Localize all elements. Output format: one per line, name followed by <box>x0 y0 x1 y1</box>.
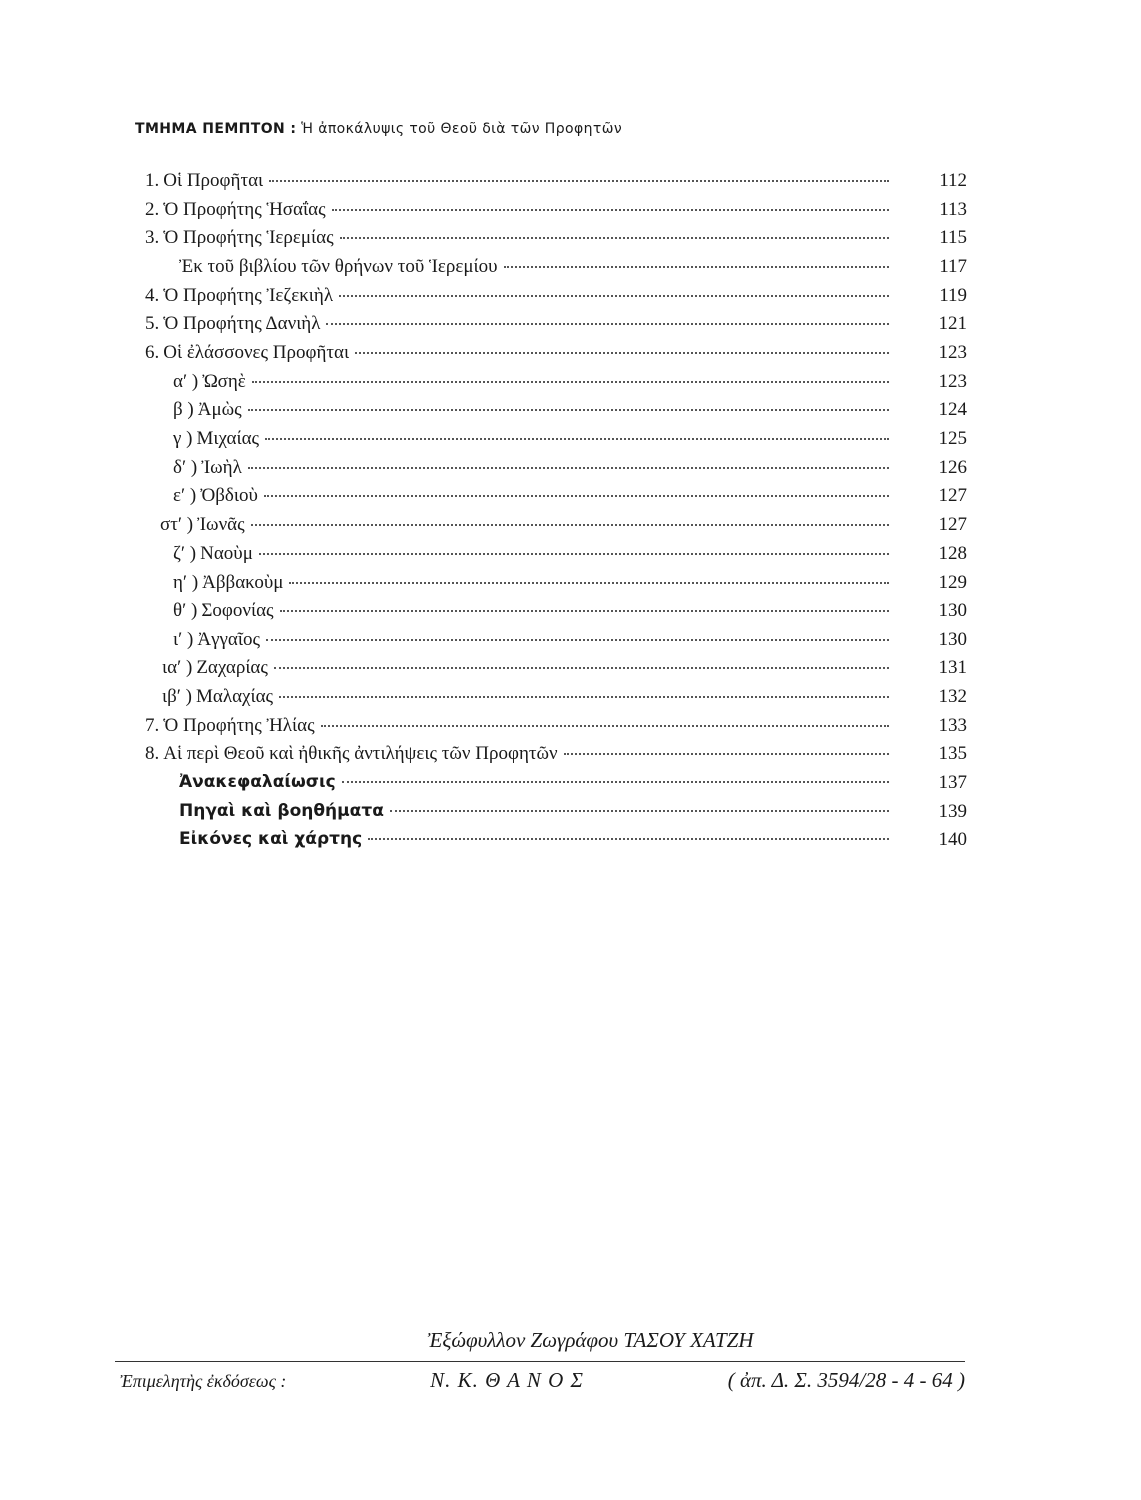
toc-entry-number: 4. <box>145 285 160 306</box>
toc-entry <box>145 199 895 227</box>
toc-entry-number: 7. <box>145 715 160 736</box>
toc-entry <box>173 485 895 513</box>
toc-entry-number: 2. <box>145 199 160 220</box>
toc-entry-page: 123 <box>938 371 967 392</box>
toc-entry-number: β ) <box>173 399 194 420</box>
toc-entry-page: 127 <box>938 514 967 535</box>
toc-entry-title: Ὁ Προφήτης Δανιὴλ <box>163 313 321 334</box>
toc-entry-page: 125 <box>938 428 967 449</box>
toc-entry <box>173 371 895 399</box>
toc-entry-title: Ζαχαρίας <box>196 657 268 678</box>
toc-entry <box>173 543 895 571</box>
toc-entry <box>173 428 895 456</box>
toc-entry-number: ε′ ) <box>173 485 197 506</box>
toc-entry-number: 5. <box>145 313 160 334</box>
toc-entry-title: Ὁ Προφήτης Ἱερεμίας <box>163 227 334 248</box>
toc-entry <box>145 342 895 370</box>
toc-entry-title: Πηγαὶ καὶ βοηθήματα <box>179 801 384 821</box>
toc-entry-number: α′ ) <box>173 371 199 392</box>
toc-entry <box>145 227 895 255</box>
toc-entry-page: 129 <box>938 572 967 593</box>
toc-entry-title: Ἀββακοὺμ <box>202 572 284 593</box>
toc-entry-page: 128 <box>938 543 967 564</box>
toc-entry-title: Οἱ Προφῆται <box>163 170 264 191</box>
toc-entry-number: στ′ ) <box>160 514 194 535</box>
toc-entry-title: Ναοὺμ <box>200 543 253 564</box>
dot-leader <box>342 781 889 783</box>
toc-entry <box>173 457 895 485</box>
section-header <box>135 121 622 137</box>
toc-entry <box>145 170 895 198</box>
toc-entry-number: ια′ ) <box>162 657 193 678</box>
toc-entry-number: ιβ′ ) <box>162 686 193 707</box>
toc-entry-title: Ἀμὼς <box>197 399 242 420</box>
toc-entry <box>162 657 895 685</box>
section-label: ΤΜΗΜΑ ΠΕΜΠΤΟΝ : <box>135 121 297 137</box>
toc-entry <box>175 801 895 829</box>
toc-entry-page: 139 <box>938 801 967 822</box>
dot-leader <box>340 237 889 239</box>
toc-entry-title: Αἱ περὶ Θεοῦ καὶ ἠθικῆς ἀντιλήψεις τῶν Προφητῶν <box>163 743 558 764</box>
toc-entry <box>173 600 895 628</box>
toc-entry <box>173 629 895 657</box>
toc-entry-title: Σοφονίας <box>201 600 274 621</box>
toc-entry-page: 131 <box>938 657 967 678</box>
toc-entry-page: 117 <box>939 256 967 277</box>
toc-entry-number: 1. <box>145 170 160 191</box>
toc-entry <box>145 313 895 341</box>
toc-entry-page: 126 <box>938 457 967 478</box>
toc-entry-number: θ′ ) <box>173 600 198 621</box>
toc-entry <box>173 572 895 600</box>
dot-leader <box>259 553 889 555</box>
dot-leader <box>248 467 889 469</box>
toc-entry <box>145 715 895 743</box>
dot-leader <box>390 810 889 812</box>
toc-entry-title: Εἰκόνες καὶ χάρτης <box>179 829 363 849</box>
toc-entry-page: 119 <box>939 285 967 306</box>
dot-leader <box>269 180 889 182</box>
dot-leader <box>326 323 889 325</box>
toc-entry-number: 6. <box>145 342 160 363</box>
toc-entry-page: 113 <box>939 199 967 220</box>
toc-entry-title: Ἀγγαῖος <box>197 629 260 650</box>
toc-entry-title: Μιχαίας <box>196 428 260 449</box>
toc-entry-page: 112 <box>939 170 967 191</box>
toc-entry-number: η′ ) <box>173 572 199 593</box>
toc-entry <box>160 514 895 542</box>
toc-entry-number: ζ′ ) <box>173 543 197 564</box>
toc-entry-title: Ὁ Προφήτης Ἰεζεκιὴλ <box>163 285 334 306</box>
toc-entry-page: 140 <box>938 829 967 850</box>
toc-entry-title: Ὁ Προφήτης Ἠλίας <box>163 715 315 736</box>
toc-entry <box>175 256 895 284</box>
toc-entry-title: Ἀνακεφαλαίωσις <box>179 772 336 792</box>
dot-leader <box>265 438 889 440</box>
footer-rule <box>115 1361 965 1362</box>
dot-leader <box>339 295 889 297</box>
toc-entry-page: 137 <box>938 772 967 793</box>
editor-name: Ν. Κ. Θ Α Ν Ο Σ <box>430 1368 584 1392</box>
toc-entry-page: 130 <box>938 629 967 650</box>
toc-entry <box>175 772 895 800</box>
toc-entry-page: 124 <box>938 399 967 420</box>
dot-leader <box>248 409 889 411</box>
dot-leader <box>564 753 889 755</box>
dot-leader <box>504 266 889 268</box>
editor-label: Ἐπιμελητὴς ἐκδόσεως : <box>120 1371 287 1391</box>
dot-leader <box>266 639 889 641</box>
dot-leader <box>280 610 889 612</box>
dot-leader <box>368 838 889 840</box>
toc-entry-number: 8. <box>145 743 160 764</box>
dot-leader <box>279 696 889 698</box>
toc-entry-title: Μαλαχίας <box>196 686 274 707</box>
toc-entry-page: 123 <box>938 342 967 363</box>
toc-entry-page: 132 <box>938 686 967 707</box>
dot-leader <box>264 495 889 497</box>
editor-line <box>120 1368 965 1393</box>
toc-entry-page: 127 <box>938 485 967 506</box>
dot-leader <box>321 725 889 727</box>
toc-entry-title: Ἐκ τοῦ βιβλίου τῶν θρήνων τοῦ Ἱερεμίου <box>179 256 498 277</box>
toc-entry-title: Ὁ Προφήτης Ἡσαΐας <box>163 199 326 220</box>
dot-leader <box>251 524 889 526</box>
toc-entry-page: 121 <box>938 313 967 334</box>
dot-leader <box>289 582 889 584</box>
toc-entry-title: Ἰωὴλ <box>201 457 242 478</box>
toc-entry-title: Ὠσηὲ <box>202 371 246 392</box>
dot-leader <box>355 352 889 354</box>
toc-entry-number: ι′ ) <box>173 629 194 650</box>
dot-leader <box>252 381 889 383</box>
toc-entry-number: γ ) <box>173 428 193 449</box>
toc-entry <box>162 686 895 714</box>
toc-entry-title: Οἱ ἐλάσσονες Προφῆται <box>163 342 350 363</box>
toc-entry <box>175 829 895 857</box>
toc-entry <box>145 285 895 313</box>
toc-entry-title: Ὀβδιοὺ <box>200 485 258 506</box>
approval-note: ( ἀπ. Δ. Σ. 3594/28 - 4 - 64 ) <box>727 1368 965 1392</box>
toc-entry-page: 135 <box>938 743 967 764</box>
toc-entry-page: 133 <box>938 715 967 736</box>
toc-entry-page: 130 <box>938 600 967 621</box>
toc-entry <box>173 399 895 427</box>
toc-entry-title: Ἰωνᾶς <box>197 514 245 535</box>
toc-entry <box>145 743 895 771</box>
toc-entry-number: 3. <box>145 227 160 248</box>
toc-entry-number: δ′ ) <box>173 457 198 478</box>
dot-leader <box>332 209 889 211</box>
toc-entry-page: 115 <box>939 227 967 248</box>
dot-leader <box>274 667 889 669</box>
section-title: Ἡ ἀποκάλυψις τοῦ Θεοῦ διὰ τῶν Προφητῶν <box>301 121 623 137</box>
cover-credit: Ἐξώφυλλον Ζωγράφου ΤΑΣΟΥ ΧΑΤΖΗ <box>427 1328 754 1352</box>
